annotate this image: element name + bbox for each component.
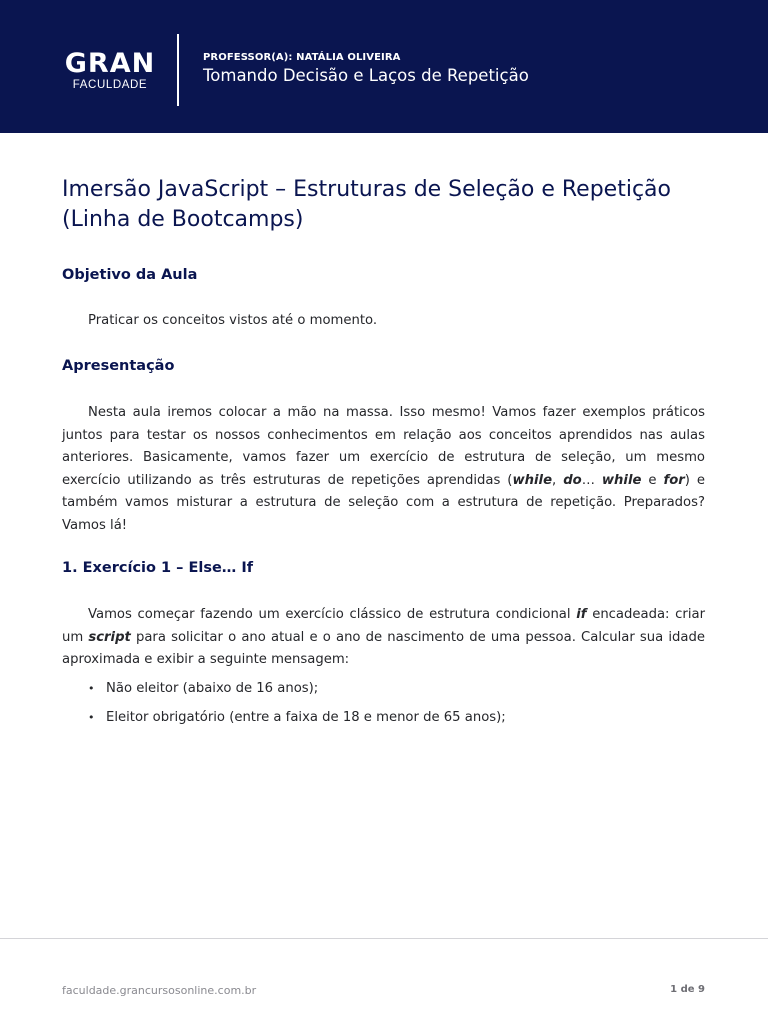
bullet-list — [86, 678, 706, 736]
professor-name: PROFESSOR(A): NATÁLIA OLIVEIRA — [203, 52, 401, 63]
section-heading-apresentacao: Apresentação — [62, 358, 175, 374]
footer-divider — [0, 938, 768, 939]
document-title: Imersão JavaScript – Estruturas de Seleção e Repetição (Linha de Bootcamps) — [62, 177, 671, 232]
bullet-dot-icon: • — [88, 711, 95, 724]
header-divider — [177, 34, 179, 106]
paragraph-objetivo: Praticar os conceitos vistos até o momento. — [88, 313, 378, 328]
paragraph-exercicio-1: Vamos começar fazendo um exercício clássico de estrutura condicional if encadeada: criar um script para solicitar o ano atual e o ano de nascimento de uma pessoa. Calcular sua idade aproximada e exibir a seguinte mensagem: — [62, 607, 705, 667]
bullet-dot-icon: • — [88, 682, 95, 695]
logo-subtitle: FACULDADE — [72, 79, 148, 91]
keyword-while: while — [601, 472, 642, 488]
keyword-do: do — [563, 472, 582, 488]
paragraph-apresentacao: Nesta aula iremos colocar a mão na massa. Isso mesmo! Vamos fazer exemplos práticos juntos para testar os nossos conhecimentos em relação aos conceitos aprendidos nas aulas anteriores. Basicamente, vamos fazer um exercício de estrutura de seleção, um mesmo exercício utilizando as três estruturas de repetições aprendidas (while, do… while e for) e também vamos misturar a estrutura de seleção com a estrutura de repetição. Preparados? Vamos lá! — [62, 405, 706, 533]
keyword-for: for — [663, 472, 685, 488]
page-header — [0, 0, 768, 133]
logo-wordmark: GRAN — [64, 48, 156, 79]
gran-faculdade-logo — [60, 50, 160, 91]
keyword-while: while — [512, 472, 553, 488]
keyword-script: script — [88, 629, 131, 645]
course-title: Tomando Decisão e Laços de Repetição — [203, 66, 529, 85]
list-item: • Não eleitor (abaixo de 16 anos); — [86, 678, 706, 707]
page-number: 1 de 9 — [670, 984, 705, 995]
keyword-if: if — [576, 607, 587, 622]
list-item: • Eleitor obrigatório (entre a faixa de 18 e menor de 65 anos); — [86, 707, 706, 736]
section-heading-objetivo: Objetivo da Aula — [62, 267, 198, 283]
section-heading-exercicio-1: 1. Exercício 1 – Else… If — [62, 560, 254, 576]
footer-url: faculdade.grancursosonline.com.br — [62, 984, 257, 997]
